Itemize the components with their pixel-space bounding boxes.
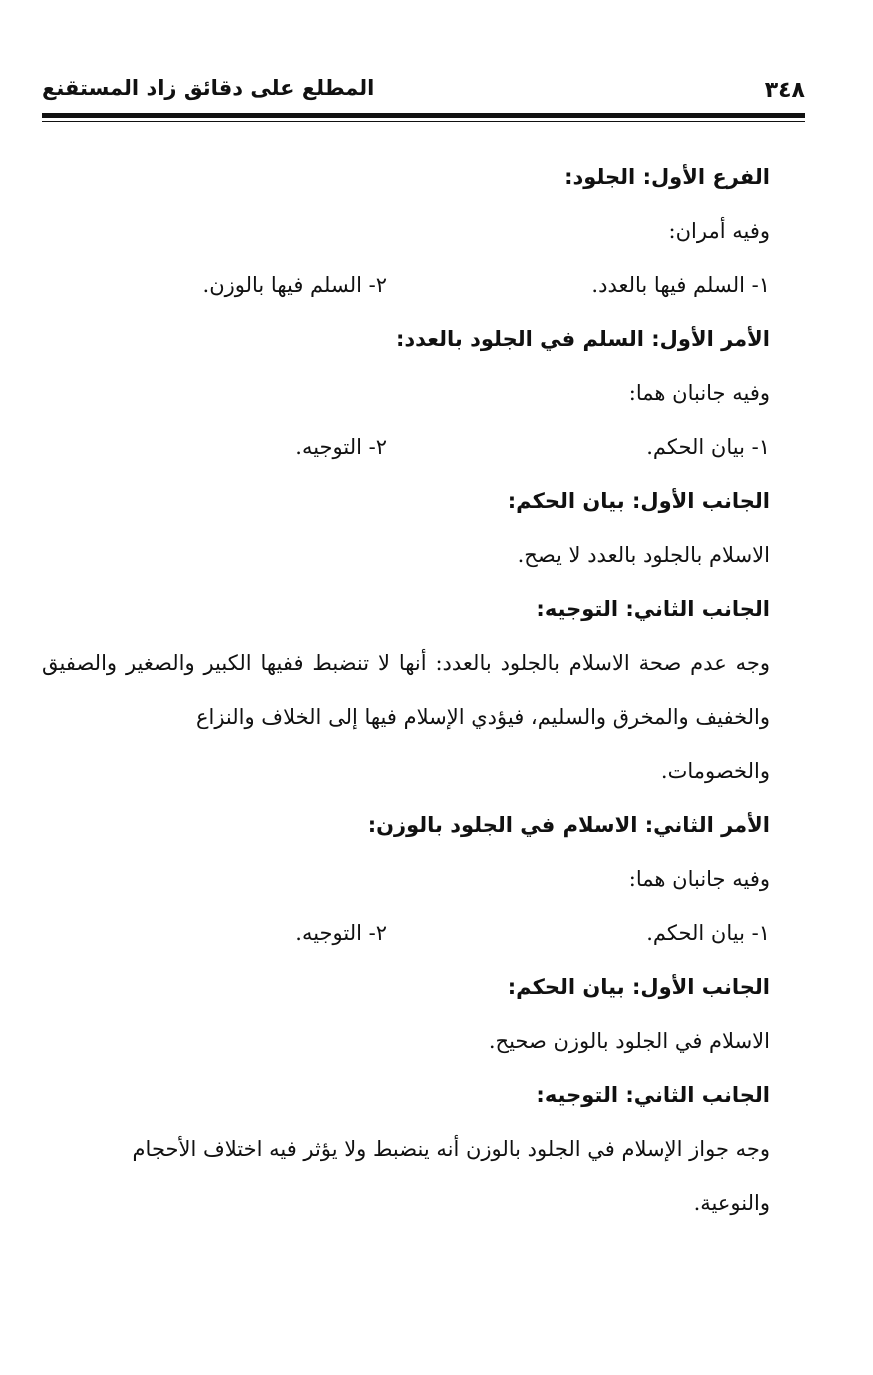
intro-line: وفيه أمران:: [668, 219, 770, 243]
aspect-heading: الجانب الثاني: التوجيه:: [536, 597, 770, 621]
list-item: ١- بيان الحكم.: [646, 921, 770, 945]
list-item: ١- السلم فيها بالعدد.: [591, 273, 770, 297]
paragraph: الاسلام بالجلود بالعدد لا يصح.: [517, 543, 770, 567]
paragraph: وجه عدم صحة الاسلام بالجلود بالعدد: أنها لا تنضبط ففيها الكبير والصغير والصفيق والخفيف والمخرق والسليم، فيؤدي الإسلام فيها إلى الخلاف والنزاع: [42, 651, 770, 729]
list-item: ٢- التوجيه.: [295, 435, 387, 459]
enumerated-list: [42, 420, 770, 474]
enumerated-list: [42, 258, 770, 312]
header-rule-thin: [42, 121, 805, 122]
page-header: [42, 72, 805, 106]
paragraph: الاسلام في الجلود بالوزن صحيح.: [488, 1029, 770, 1053]
list-item: ٢- التوجيه.: [295, 921, 387, 945]
paragraph-end: والنوعية.: [693, 1191, 770, 1215]
section-heading: الفرع الأول: الجلود:: [564, 165, 770, 189]
intro-line: وفيه جانبان هما:: [628, 867, 770, 891]
running-title: المطلع على دقائق زاد المستقنع: [42, 76, 375, 100]
aspect-heading: الجانب الأول: بيان الحكم:: [507, 975, 770, 999]
list-item: ١- بيان الحكم.: [646, 435, 770, 459]
list-item: ٢- السلم فيها بالوزن.: [202, 273, 387, 297]
aspect-heading: الجانب الأول: بيان الحكم:: [507, 489, 770, 513]
intro-line: وفيه جانبان هما:: [628, 381, 770, 405]
paragraph: وجه جواز الإسلام في الجلود بالوزن أنه ينضبط ولا يؤثر فيه اختلاف الأحجام: [132, 1137, 770, 1161]
paragraph-end: والخصومات.: [660, 759, 770, 783]
page-body: [42, 150, 770, 1230]
aspect-heading: الجانب الثاني: التوجيه:: [536, 1083, 770, 1107]
subsection-heading: الأمر الثاني: الاسلام في الجلود بالوزن:: [367, 813, 770, 837]
page-number: ٣٤٨: [764, 78, 805, 103]
subsection-heading: الأمر الأول: السلم في الجلود بالعدد:: [395, 327, 770, 351]
header-rule-thick: [42, 113, 805, 118]
enumerated-list: [42, 906, 770, 960]
